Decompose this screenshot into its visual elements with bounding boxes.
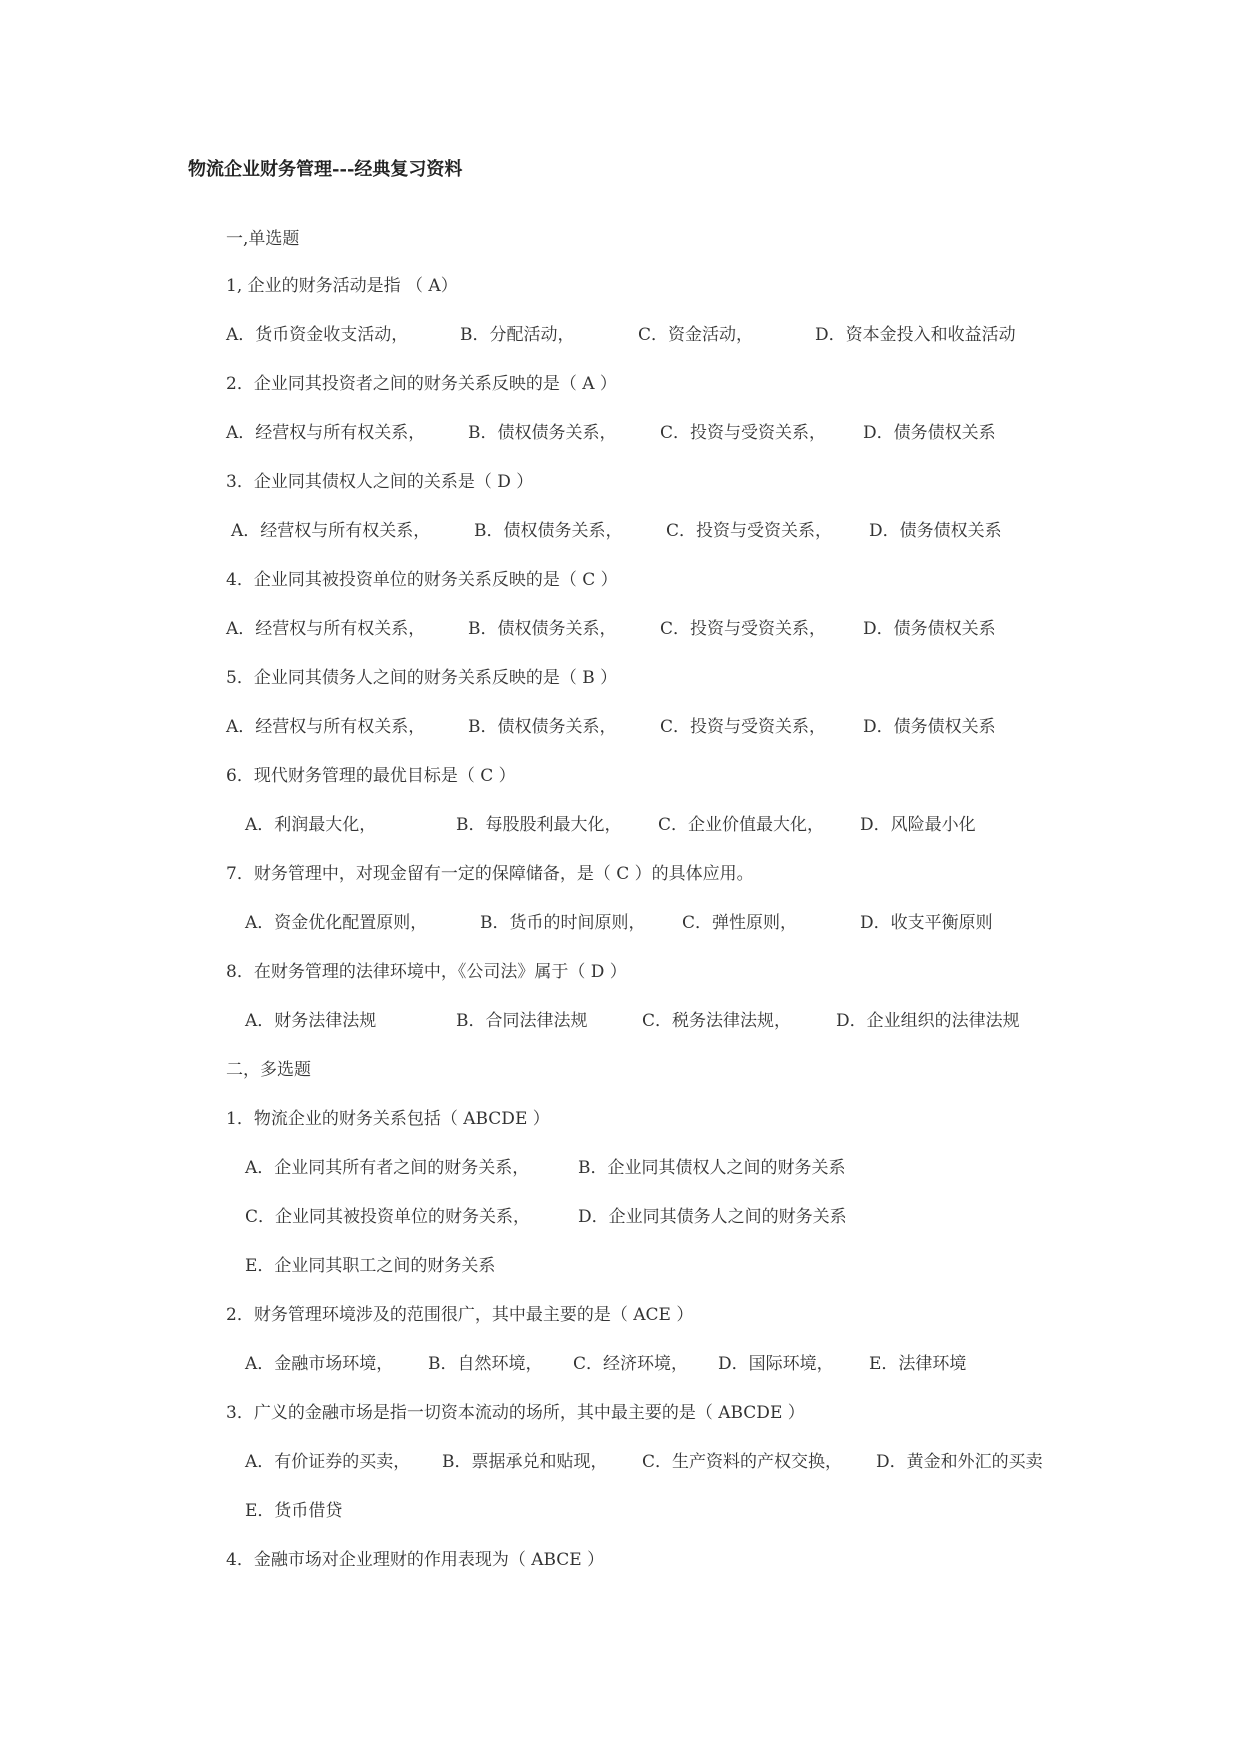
option-e: E．货币借贷: [245, 1501, 343, 1521]
option-d: D．资本金投入和收益活动: [815, 325, 1016, 345]
question-text: 4．企业同其被投资单位的财务关系反映的是（ C ）: [226, 570, 618, 590]
question-text: 3．广义的金融市场是指一切资本流动的场所，其中最主要的是（ ABCDE ）: [226, 1403, 805, 1423]
option-d: D．国际环境，: [718, 1354, 834, 1374]
question-text: 7．财务管理中，对现金留有一定的保障储备，是（ C ）的具体应用。: [226, 864, 754, 884]
question-text: 1．物流企业的财务关系包括（ ABCDE ）: [226, 1109, 550, 1129]
option-a: A．企业同其所有者之间的财务关系，: [245, 1158, 530, 1178]
option-b: B．自然环境，: [428, 1354, 543, 1374]
option-d: D．风险最小化: [860, 815, 976, 835]
option-c: C．生产资料的产权交换，: [642, 1452, 843, 1472]
question-text: 3．企业同其债权人之间的关系是（ D ）: [226, 472, 534, 492]
option-c: C．投资与受资关系，: [660, 619, 827, 639]
question-text: 5．企业同其债务人之间的财务关系反映的是（ B ）: [226, 668, 618, 688]
option-c: C．企业价值最大化，: [658, 815, 825, 835]
section-heading-multiple-choice: 二，多选题: [226, 1060, 311, 1080]
question-text: 2．企业同其投资者之间的财务关系反映的是（ A ）: [226, 374, 617, 394]
option-a: A．财务法律法规: [245, 1011, 377, 1031]
option-b: B．票据承兑和贴现，: [442, 1452, 608, 1472]
section-heading-single-choice: 一,单选题: [226, 229, 300, 249]
option-d: D．债务债权关系: [863, 423, 996, 443]
option-c: C．投资与受资关系，: [660, 423, 827, 443]
option-b: B．债权债务关系，: [468, 423, 617, 443]
option-a: A．有价证券的买卖，: [245, 1452, 411, 1472]
option-c: C．投资与受资关系，: [660, 717, 827, 737]
option-a: A．金融市场环境，: [245, 1354, 394, 1374]
option-b: B．货币的时间原则，: [480, 913, 646, 933]
option-e: E．法律环境: [869, 1354, 967, 1374]
option-d: D．收支平衡原则: [860, 913, 993, 933]
option-a: A．经营权与所有权关系，: [226, 619, 426, 639]
question-text: 4．金融市场对企业理财的作用表现为（ ABCE ）: [226, 1550, 605, 1570]
question-text: 8．在财务管理的法律环境中，《公司法》属于（ D ）: [226, 962, 627, 982]
option-b: B．债权债务关系，: [468, 717, 617, 737]
question-text: 6．现代财务管理的最优目标是（ C ）: [226, 766, 516, 786]
option-d: D．企业组织的法律法规: [836, 1011, 1020, 1031]
option-d: D．债务债权关系: [863, 619, 996, 639]
option-b: B．每股股利最大化，: [456, 815, 622, 835]
option-c: C．经济环境，: [573, 1354, 689, 1374]
question-text: 1, 企业的财务活动是指 （ A）: [226, 276, 458, 296]
option-c: C．企业同其被投资单位的财务关系，: [245, 1207, 531, 1227]
question-text: 2．财务管理环境涉及的范围很广，其中最主要的是（ ACE ）: [226, 1305, 694, 1325]
page-title: 物流企业财务管理---经典复习资料: [188, 159, 463, 180]
option-b: B．合同法律法规: [456, 1011, 588, 1031]
option-b: B．债权债务关系，: [474, 521, 623, 541]
option-a: A．货币资金收支活动，: [226, 325, 409, 345]
option-c: C．弹性原则，: [682, 913, 798, 933]
option-a: A．经营权与所有权关系，: [231, 521, 431, 541]
option-a: A．经营权与所有权关系，: [226, 717, 426, 737]
option-c: C．资金活动，: [638, 325, 754, 345]
option-c: C．税务法律法规，: [642, 1011, 792, 1031]
option-d: D．债务债权关系: [863, 717, 996, 737]
option-d: D．黄金和外汇的买卖: [876, 1452, 1043, 1472]
option-e: E．企业同其职工之间的财务关系: [245, 1256, 496, 1276]
option-b: B．分配活动，: [460, 325, 575, 345]
option-c: C．投资与受资关系，: [666, 521, 833, 541]
option-d: D．债务债权关系: [869, 521, 1002, 541]
option-a: A．资金优化配置原则，: [245, 913, 428, 933]
option-b: B．企业同其债权人之间的财务关系: [578, 1158, 846, 1178]
option-b: B．债权债务关系，: [468, 619, 617, 639]
option-a: A．经营权与所有权关系，: [226, 423, 426, 443]
option-a: A．利润最大化，: [245, 815, 377, 835]
option-d: D．企业同其债务人之间的财务关系: [578, 1207, 847, 1227]
